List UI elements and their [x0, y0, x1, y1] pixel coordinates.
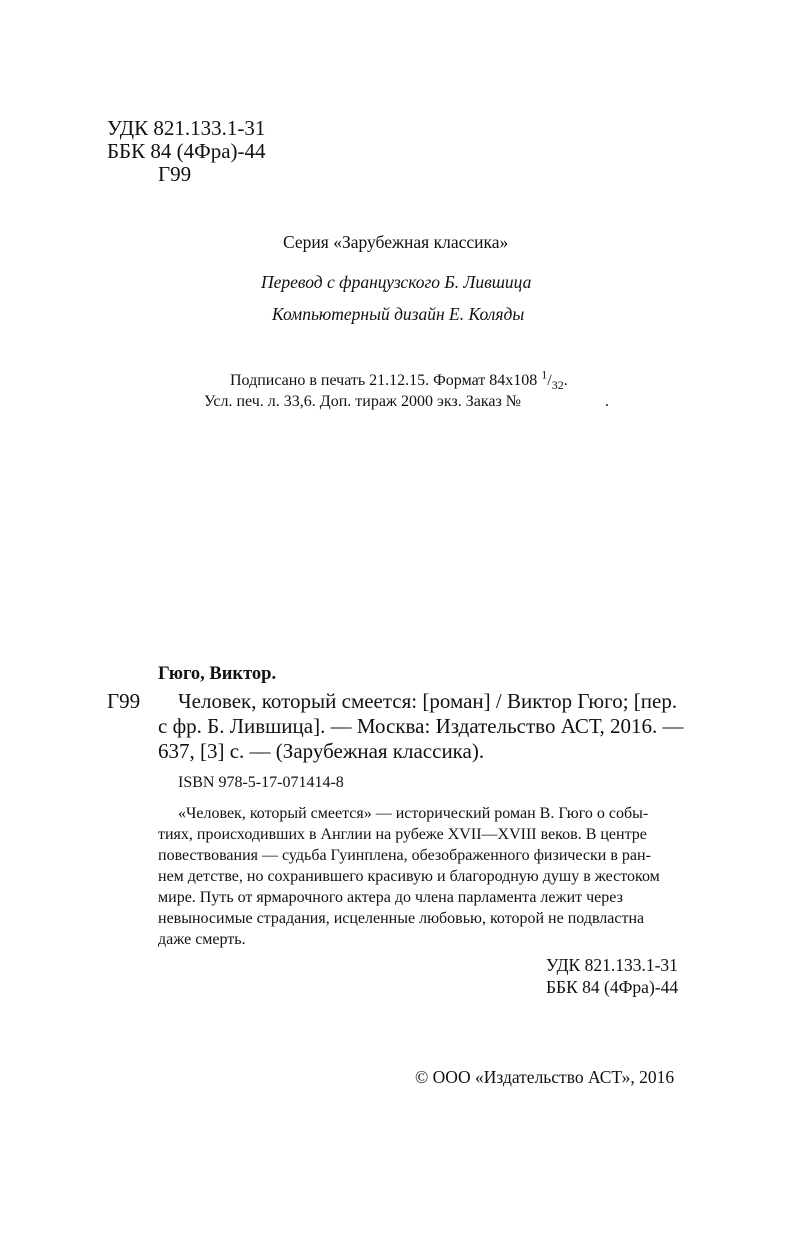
catalog-author-heading: Гюго, Виктор.	[158, 664, 277, 684]
catalog-description-line2: с фр. Б. Лившица]. — Москва: Издательство АСТ, 2016. —	[158, 714, 684, 738]
format-fraction-separator: /	[547, 372, 552, 389]
catalog-description-line1: Человек, который смеется: [роман] / Виктор Гюго; [пер.	[178, 689, 678, 713]
top-bbk-code: ББК 84 (4Фра)-44	[107, 139, 266, 163]
catalog-description-line3: 637, [3] с. — (Зарубежная классика).	[158, 739, 485, 763]
series-title: Серия «Зарубежная классика»	[283, 232, 509, 252]
bottom-bbk-code: ББК 84 (4Фра)-44	[546, 977, 679, 997]
top-udk-code: УДК 821.133.1-31	[107, 116, 266, 140]
isbn: ISBN 978-5-17-071414-8	[178, 774, 344, 791]
top-author-mark: Г99	[158, 162, 192, 186]
annotation-line: «Человек, который смеется» — исторический роман В. Гюго о собы-	[178, 805, 649, 822]
print-info-line1	[230, 367, 568, 393]
print-info-line2-end: .	[605, 393, 609, 410]
annotation-line: мире. Путь от ярмарочного актера до члена парламента лежит через	[158, 889, 623, 906]
annotation-line: нем детстве, но сохранившего красивую и благородную душу в жестоком	[158, 868, 660, 885]
annotation-line: повествования — судьба Гуинплена, обезображенного физически в ран-	[158, 847, 651, 864]
print-info-line2: Усл. печ. л. 33,6. Доп. тираж 2000 экз. Заказ №	[204, 393, 522, 410]
annotation-line: тиях, происходивших в Англии на рубеже XVII—XVIII веков. В центре	[158, 826, 647, 843]
format-fraction-numerator: 1	[541, 367, 548, 382]
designer-credit: Компьютерный дизайн Е. Коляды	[272, 304, 525, 324]
annotation-line: невыносимые страдания, исцеленные любовью, которой не подвластна	[158, 910, 645, 927]
catalog-mark: Г99	[107, 689, 141, 713]
copyright-notice: © ООО «Издательство АСТ», 2016	[415, 1067, 675, 1087]
translator-credit: Перевод с французского Б. Лившица	[261, 272, 532, 292]
print-info-text: Подписано в печать 21.12.15. Формат 84x108	[230, 372, 542, 389]
print-info-line1-end: .	[563, 372, 568, 389]
bottom-udk-code: УДК 821.133.1-31	[546, 955, 678, 975]
annotation-line: даже смерть.	[158, 931, 246, 948]
format-fraction-denominator: 32	[551, 378, 564, 393]
